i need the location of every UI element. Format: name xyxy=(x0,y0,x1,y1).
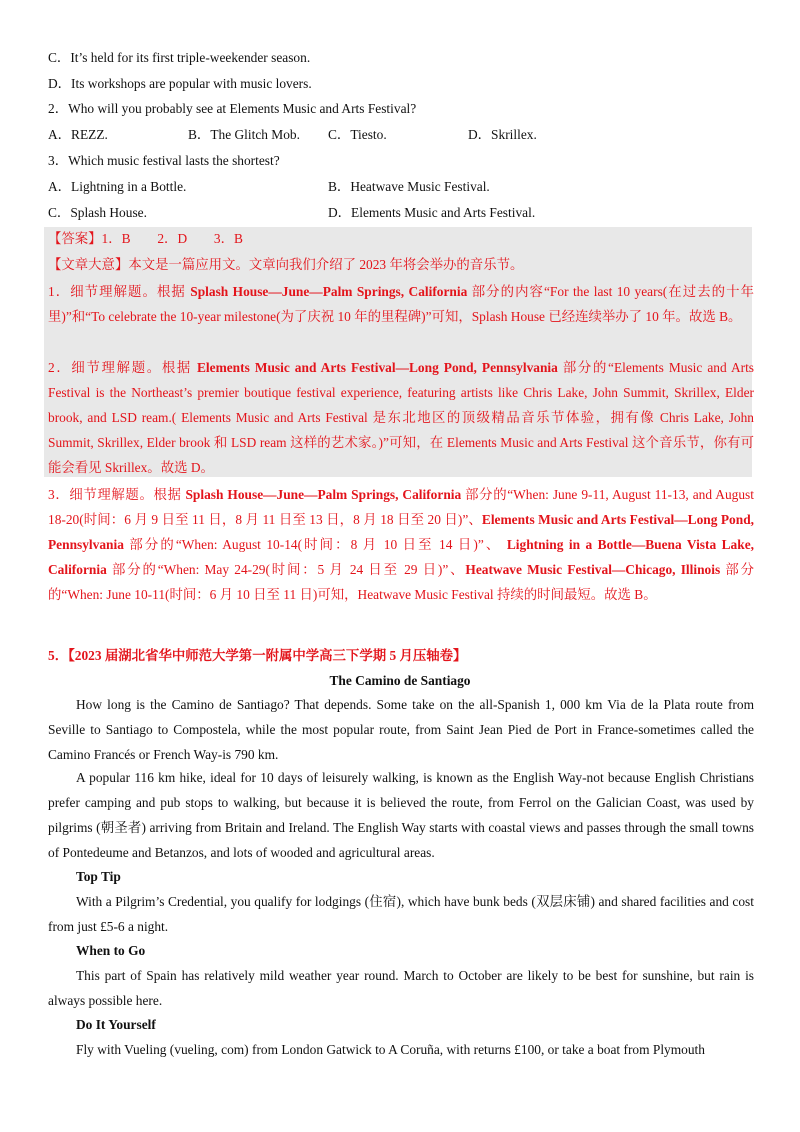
explanation-1-section: Splash House—June—Palm Springs, California xyxy=(190,284,468,299)
subheading-when-to-go: When to Go xyxy=(76,943,146,958)
q1-option-c: C．It’s held for its first triple-weekender season. xyxy=(48,50,311,65)
passage-paragraph-5: Fly with Vueling (vueling, com) from London Gatwick to A Coruña, with returns £100, or take a boat from Plymouth xyxy=(76,1042,705,1057)
q3-option-a: A．Lightning in a Bottle. xyxy=(48,179,187,194)
passage-paragraph-2: A popular 116 km hike, ideal for 10 days of leisurely walking, is known as the English Way-not because English Christians prefer camping and pub stops to walking, but because it is believed the route, from Ferrol on the Galician Coast, was used by pilgrims (朝圣者) arriving from Britain and Ireland. The English Way starts with coastal views and passes through the small towns of Pontedeume and Betanzos, and lots of wooded and agricultural areas. xyxy=(48,770,754,860)
explanation-1 xyxy=(48,279,754,329)
explanation-3-section-2: Elements Music and Arts Festival—Long Pond, Pennsylvania xyxy=(48,512,754,552)
passage-paragraph-3: With a Pilgrim’s Credential, you qualify for lodgings (住宿), which have bunk beds (双层床铺) and shared facilities and cost from just £5-6 a night. xyxy=(48,894,754,934)
q2-option-d: D．Skrillex. xyxy=(468,127,537,142)
explanation-3 xyxy=(48,482,754,607)
explanation-1-prefix: 1．细节理解题。根据 xyxy=(48,284,191,299)
q3-option-c: C．Splash House. xyxy=(48,205,147,220)
explanation-3-text-3: 部分的“When: May 24-29(时间：5 月 24 日至 29 日)”、 xyxy=(106,562,466,577)
explanation-2-body: 部分的“Elements Music and Arts Festival is the Northeast’s premier boutique festival experience, featuring artists like Chris Lake, John Summit, Skrillex, Elder brook, and LSD ream.( Elements Music and Arts Festival 是东北地区的顶级精品音乐节体验，拥有像 Chris Lake, John Summit, Skrillex, Elder brook 和 LSD ream 这样的艺术家。)”可知，在 Elements Music and Arts Festival 这个音乐节，你有可能会看见 Skrillex。故选 D。 xyxy=(48,360,755,475)
q2-option-c: C．Tiesto. xyxy=(328,127,387,142)
q3-option-d: D．Elements Music and Arts Festival. xyxy=(328,205,536,220)
subheading-do-it-yourself: Do It Yourself xyxy=(76,1017,156,1032)
passage-title: The Camino de Santiago xyxy=(329,673,471,688)
q3-question: 3．Which music festival lasts the shortest? xyxy=(48,153,280,168)
explanation-1-body: 部分的内容“For the last 10 years(在过去的十年里)”和“To celebrate the 10-year milestone(为了庆祝 10 年的里程碑)”可知，Splash House 已经连续举办了 10 年。故选 B。 xyxy=(48,284,754,324)
passage-paragraph-1: How long is the Camino de Santiago? That depends. Some take on the all-Spanish 1, 000 km Via de la Plata route from Seville to Santiago to Compostela, while the most popular route, from Saint Jean Pied de Port in France-sometimes called the Camino Francés or French Way-is 790 km. xyxy=(48,697,754,762)
explanation-3-section-1: Splash House—June—Palm Springs, California xyxy=(185,487,462,502)
explanation-3-text-1: 部分的“When: June 9-11, August 11-13, and August 18-20(时间：6 月 9 日至 11 日，8 月 11 日至 13 日，8 月 18 日至 20 日)”、 xyxy=(48,487,754,527)
q3-option-b: B．Heatwave Music Festival. xyxy=(328,179,490,194)
q1-option-d: D．Its workshops are popular with music lovers. xyxy=(48,76,312,91)
passage-paragraph-4: This part of Spain has relatively mild weather year round. March to October are likely to be best for sunshine, but rain is always possible here. xyxy=(48,968,754,1008)
explanation-3-section-3: Lightning in a Bottle—Buena Vista Lake, California xyxy=(48,537,754,577)
q5-header: 5．【2023 届湖北省华中师范大学第一附属中学高三下学期 5 月压轴卷】 xyxy=(48,648,467,663)
explanation-2-section: Elements Music and Arts Festival—Long Pond, Pennsylvania xyxy=(196,360,558,375)
q2-option-b: B．The Glitch Mob. xyxy=(188,127,300,142)
explanation-3-prefix: 3．细节理解题。根据 xyxy=(48,487,186,502)
answer-summary: 【文章大意】本文是一篇应用文。文章向我们介绍了 2023 年将会举办的音乐节。 xyxy=(48,257,524,272)
explanation-3-text-2: 部分的“When: August 10-14(时间：8 月 10 日至 14 日)”、 xyxy=(123,537,507,552)
q2-option-a: A．REZZ. xyxy=(48,127,108,142)
explanation-2 xyxy=(48,355,754,480)
explanation-3-section-4: Heatwave Music Festival—Chicago, Illinois xyxy=(465,562,721,577)
subheading-top-tip: Top Tip xyxy=(76,869,121,884)
explanation-2-prefix: 2．细节理解题。根据 xyxy=(48,360,197,375)
explanation-3-text-4: 部分的“When: June 10-11(时间：6 月 10 日至 11 日)可知，Heatwave Music Festival 持续的时间最短。故选 B。 xyxy=(48,562,754,602)
q2-question: 2．Who will you probably see at Elements Music and Arts Festival? xyxy=(48,101,417,116)
answer-key: 【答案】1．B 2．D 3．B xyxy=(48,231,243,246)
